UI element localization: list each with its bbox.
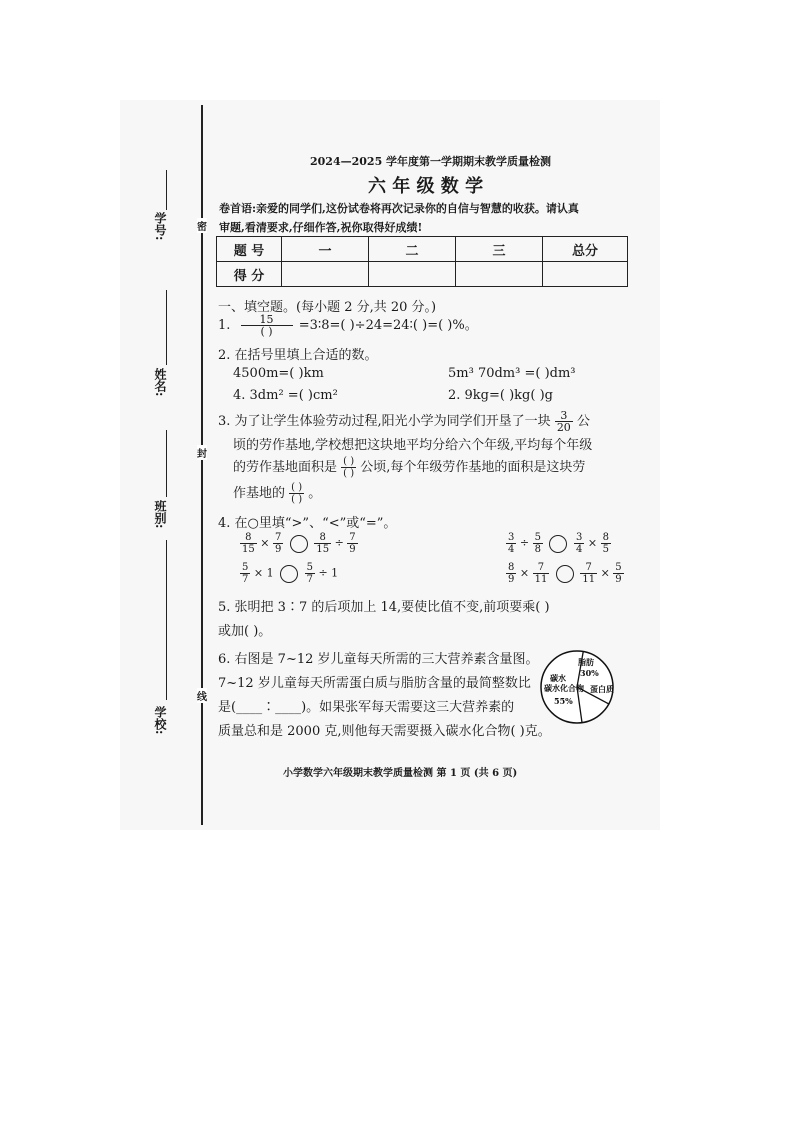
binding-line [201,105,203,825]
slice-label-fat: 脂肪 [578,657,594,667]
score-cell: 一 [282,237,369,262]
q4-compare-2 [506,532,611,555]
intro-line-1: 卷首语:亲爱的同学们,这份试卷将再次记录你的自信与智慧的收获。请认真 [219,202,579,215]
q6-line-4: 质量总和是 2000 克,则他每天需要摄入碳水化合物( )克。 [218,724,551,739]
q3-text: 公顷,每个年级劳作基地的面积是这块劳 [360,460,586,475]
fraction-numerator: 7 [349,532,356,543]
cut-mark-feng: 封 [197,445,207,460]
slice-value-carbs: 55% [554,696,573,706]
fraction-numerator: 8 [240,532,257,544]
fraction-denominator: 9 [349,544,356,555]
fraction-numerator: 5 [534,532,541,543]
exam-subtitle: 2024—2025 学年度第一学期期末教学质量检测 [310,155,552,168]
q3-text: 作基地的 [233,486,286,501]
name-underline [166,290,167,365]
q1-numerator: 15 [241,314,293,326]
cut-mark-xian: 线 [197,688,207,703]
score-input-cell [543,262,628,287]
fraction-numerator: 5 [242,562,249,573]
q3-denominator: 20 [556,421,571,434]
q1-text: =3∶8=( )÷24=24∶( )=( )%。 [298,318,478,333]
fraction-numerator: 7 [580,562,597,574]
q3-blank-fraction [289,482,304,505]
q6-line-1: 6. 右图是 7~12 岁儿童每天所需的三大营养素含量图。 [218,652,539,667]
page-footer: 小学数学六年级期末教学质量检测 第 1 页 (共 6 页) [283,768,518,779]
operator: ÷ 1 [318,566,339,580]
q3-blank-fraction [341,456,356,479]
blank-denominator: ( ) [343,468,355,479]
school-underline [166,540,167,700]
fraction-numerator: 3 [508,532,515,543]
fraction-denominator: 9 [508,574,515,585]
score-cell: 得 分 [217,262,282,287]
compare-circle[interactable] [280,565,298,583]
score-table-score-row [217,262,628,287]
operator: × [260,536,270,550]
compare-circle[interactable] [556,565,574,583]
q5-line-2: 或加( )。 [218,624,272,639]
operator: ÷ [334,536,344,550]
fraction-numerator: 8 [508,562,515,573]
blank-numerator: ( ) [343,456,355,467]
q3-line-4 [233,482,321,505]
score-cell: 三 [456,237,543,262]
slice-value-fat: 30% [580,668,599,678]
blank-denominator: ( ) [291,494,303,505]
fraction-numerator: 5 [306,562,313,573]
fraction-numerator: 3 [575,532,583,543]
slice-label-carbs-1: 碳水 [550,673,566,683]
q3-line-3 [233,456,585,479]
q2-item-d: 2. 9kg=( )kg( )g [448,388,553,403]
fraction-numerator: 7 [274,532,282,543]
question-2: 2. 在括号里填上合适的数。 [218,348,378,363]
nutrient-pie-chart [538,648,616,726]
q2-item-c: 4. 3dm² =( )cm² [233,388,338,403]
fraction-numerator: 5 [615,562,622,573]
fraction-denominator: 11 [534,574,548,585]
fraction-denominator: 9 [274,544,282,555]
fraction-denominator: 15 [242,544,255,555]
q3-text: 。 [308,486,322,501]
operator: ÷ [519,536,530,550]
school-label: 学校: [153,706,167,735]
question-4: 4. 在○里填“>”、“<”或“=”。 [218,516,397,531]
fraction-numerator: 7 [533,562,550,574]
compare-circle[interactable] [549,535,567,553]
q3-line-1 [218,410,590,433]
operator: × 1 [253,566,274,580]
fraction-denominator: 11 [582,574,596,585]
score-input-cell [369,262,456,287]
q3-fraction [555,410,573,433]
class-label: 班别: [153,500,167,529]
score-cell: 二 [369,237,456,262]
fraction-numerator: 8 [314,532,331,544]
fraction-denominator: 5 [602,544,609,555]
slice-label-protein: 蛋白质 [590,684,614,694]
compare-circle[interactable] [290,535,308,553]
student-id-label: 学号: [153,212,167,241]
blank-numerator: ( ) [291,482,303,493]
q6-line-3: 是(____∶____)。如果张军每天需要这三大营养素的 [218,700,515,715]
intro-line-2: 审题,看清要求,仔细作答,祝你取得好成绩! [219,221,423,234]
student-id-underline [166,170,167,210]
q4-compare-1 [240,532,358,555]
q6-line-2: 7~12 岁儿童每天所需蛋白质与脂肪含量的最简整数比 [218,676,531,691]
q2-item-a: 4500m=( )km [233,366,324,381]
score-table [216,236,628,287]
q1-number: 1. [218,318,231,333]
q3-text: 的劳作基地面积是 [233,460,338,475]
q2-item-b: 5m³ 70dm³ =( )dm³ [448,366,576,381]
cut-mark-mi: 密 [197,218,207,233]
exam-title: 六 年 级 数 学 [368,176,484,197]
fraction-denominator: 4 [575,544,583,555]
q3-text: 公 [576,414,590,429]
operator: × [587,536,598,550]
name-label: 姓名: [153,368,167,397]
score-cell: 题 号 [217,237,282,262]
slice-label-carbs: 碳水化合物 [544,683,584,693]
fraction-numerator: 8 [602,532,609,543]
operator: × [519,566,530,580]
section-heading: 一、填空题。(每小题 2 分,共 20 分。) [218,300,437,315]
fraction-denominator: 9 [615,574,622,585]
q3-numerator: 3 [555,410,573,422]
q1-fraction [241,314,293,337]
class-underline [166,430,167,497]
fraction-denominator: 7 [242,574,249,585]
q4-compare-4 [506,562,624,585]
score-input-cell [456,262,543,287]
score-table-header-row [217,237,628,262]
fraction-denominator: 4 [508,544,515,555]
fraction-denominator: 7 [306,574,313,585]
q1-denominator: ( ) [260,325,273,338]
score-cell: 总分 [543,237,628,262]
q5-line-1: 5. 张明把 3∶7 的后项加上 14,要使比值不变,前项要乘( ) [218,600,550,615]
score-input-cell [282,262,369,287]
q3-line-2: 顷的劳作基地,学校想把这块地平均分给六个年级,平均每个年级 [233,438,593,453]
operator: × [600,566,610,580]
q4-compare-3 [240,562,338,585]
q3-text: 3. 为了让学生体验劳动过程,阳光小学为同学们开垦了一块 [218,414,551,429]
fraction-denominator: 8 [534,544,541,555]
question-1 [218,314,478,337]
fraction-denominator: 15 [316,544,330,555]
